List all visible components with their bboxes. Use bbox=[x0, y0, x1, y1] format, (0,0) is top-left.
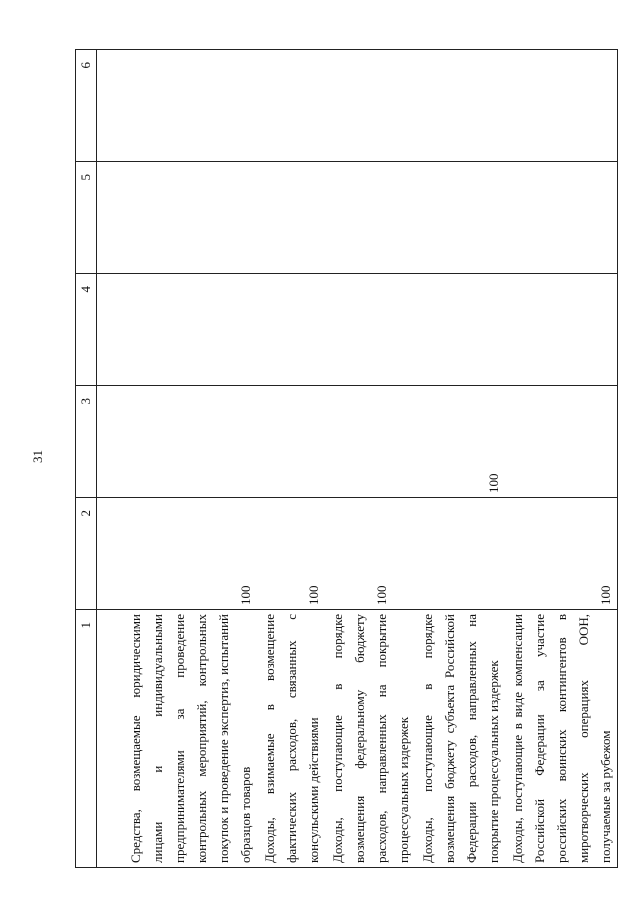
value-cell: 100 bbox=[257, 498, 325, 610]
value-cell bbox=[505, 386, 618, 498]
row-description: Доходы, поступающие в порядке возмещения федеральному бюджету расходов, направленных на покрытие процессуальных издержек bbox=[325, 610, 415, 868]
value-cell bbox=[123, 386, 257, 498]
value-cell: 100 bbox=[325, 498, 415, 610]
table-row bbox=[415, 50, 505, 868]
table-row bbox=[505, 50, 618, 868]
page-number: 31 bbox=[30, 450, 45, 463]
column-header: 4 bbox=[76, 274, 97, 386]
column-header: 1 bbox=[76, 610, 97, 868]
row-description: Доходы, поступающие в порядке возмещения бюджету субъекта Российской Федерации расходов, направленных на покрытие процессуальных издержек bbox=[415, 610, 505, 868]
table-row bbox=[325, 50, 415, 868]
table-row bbox=[257, 50, 325, 868]
row-description: Доходы, взимаемые в возмещение фактических расходов, связанных с консульскими действиями bbox=[257, 610, 325, 868]
table-header-row bbox=[76, 50, 97, 868]
value-cell bbox=[325, 386, 415, 498]
column-header: 6 bbox=[76, 50, 97, 162]
value-cell: 100 bbox=[415, 386, 505, 498]
value-cell bbox=[415, 498, 505, 610]
row-description: Средства, возмещаемые юридическими лицами и индивидуальными предпринимателями за проведение контрольных мероприятий, контрольных покупок и проведение экспертиз, испытаний образцов товаров bbox=[123, 610, 257, 868]
value-cell: 100 bbox=[123, 498, 257, 610]
column-header: 2 bbox=[76, 498, 97, 610]
budget-table bbox=[75, 49, 618, 868]
value-cell bbox=[257, 386, 325, 498]
value-cell: 100 bbox=[505, 498, 618, 610]
row-description: Доходы, поступающие в виде компенсации Российской Федерации за участие российских воинских контингентов в миротворческих операциях ООН, получаемые за рубежом bbox=[505, 610, 618, 868]
column-header: 5 bbox=[76, 162, 97, 274]
column-header: 3 bbox=[76, 386, 97, 498]
table-row bbox=[123, 50, 257, 868]
